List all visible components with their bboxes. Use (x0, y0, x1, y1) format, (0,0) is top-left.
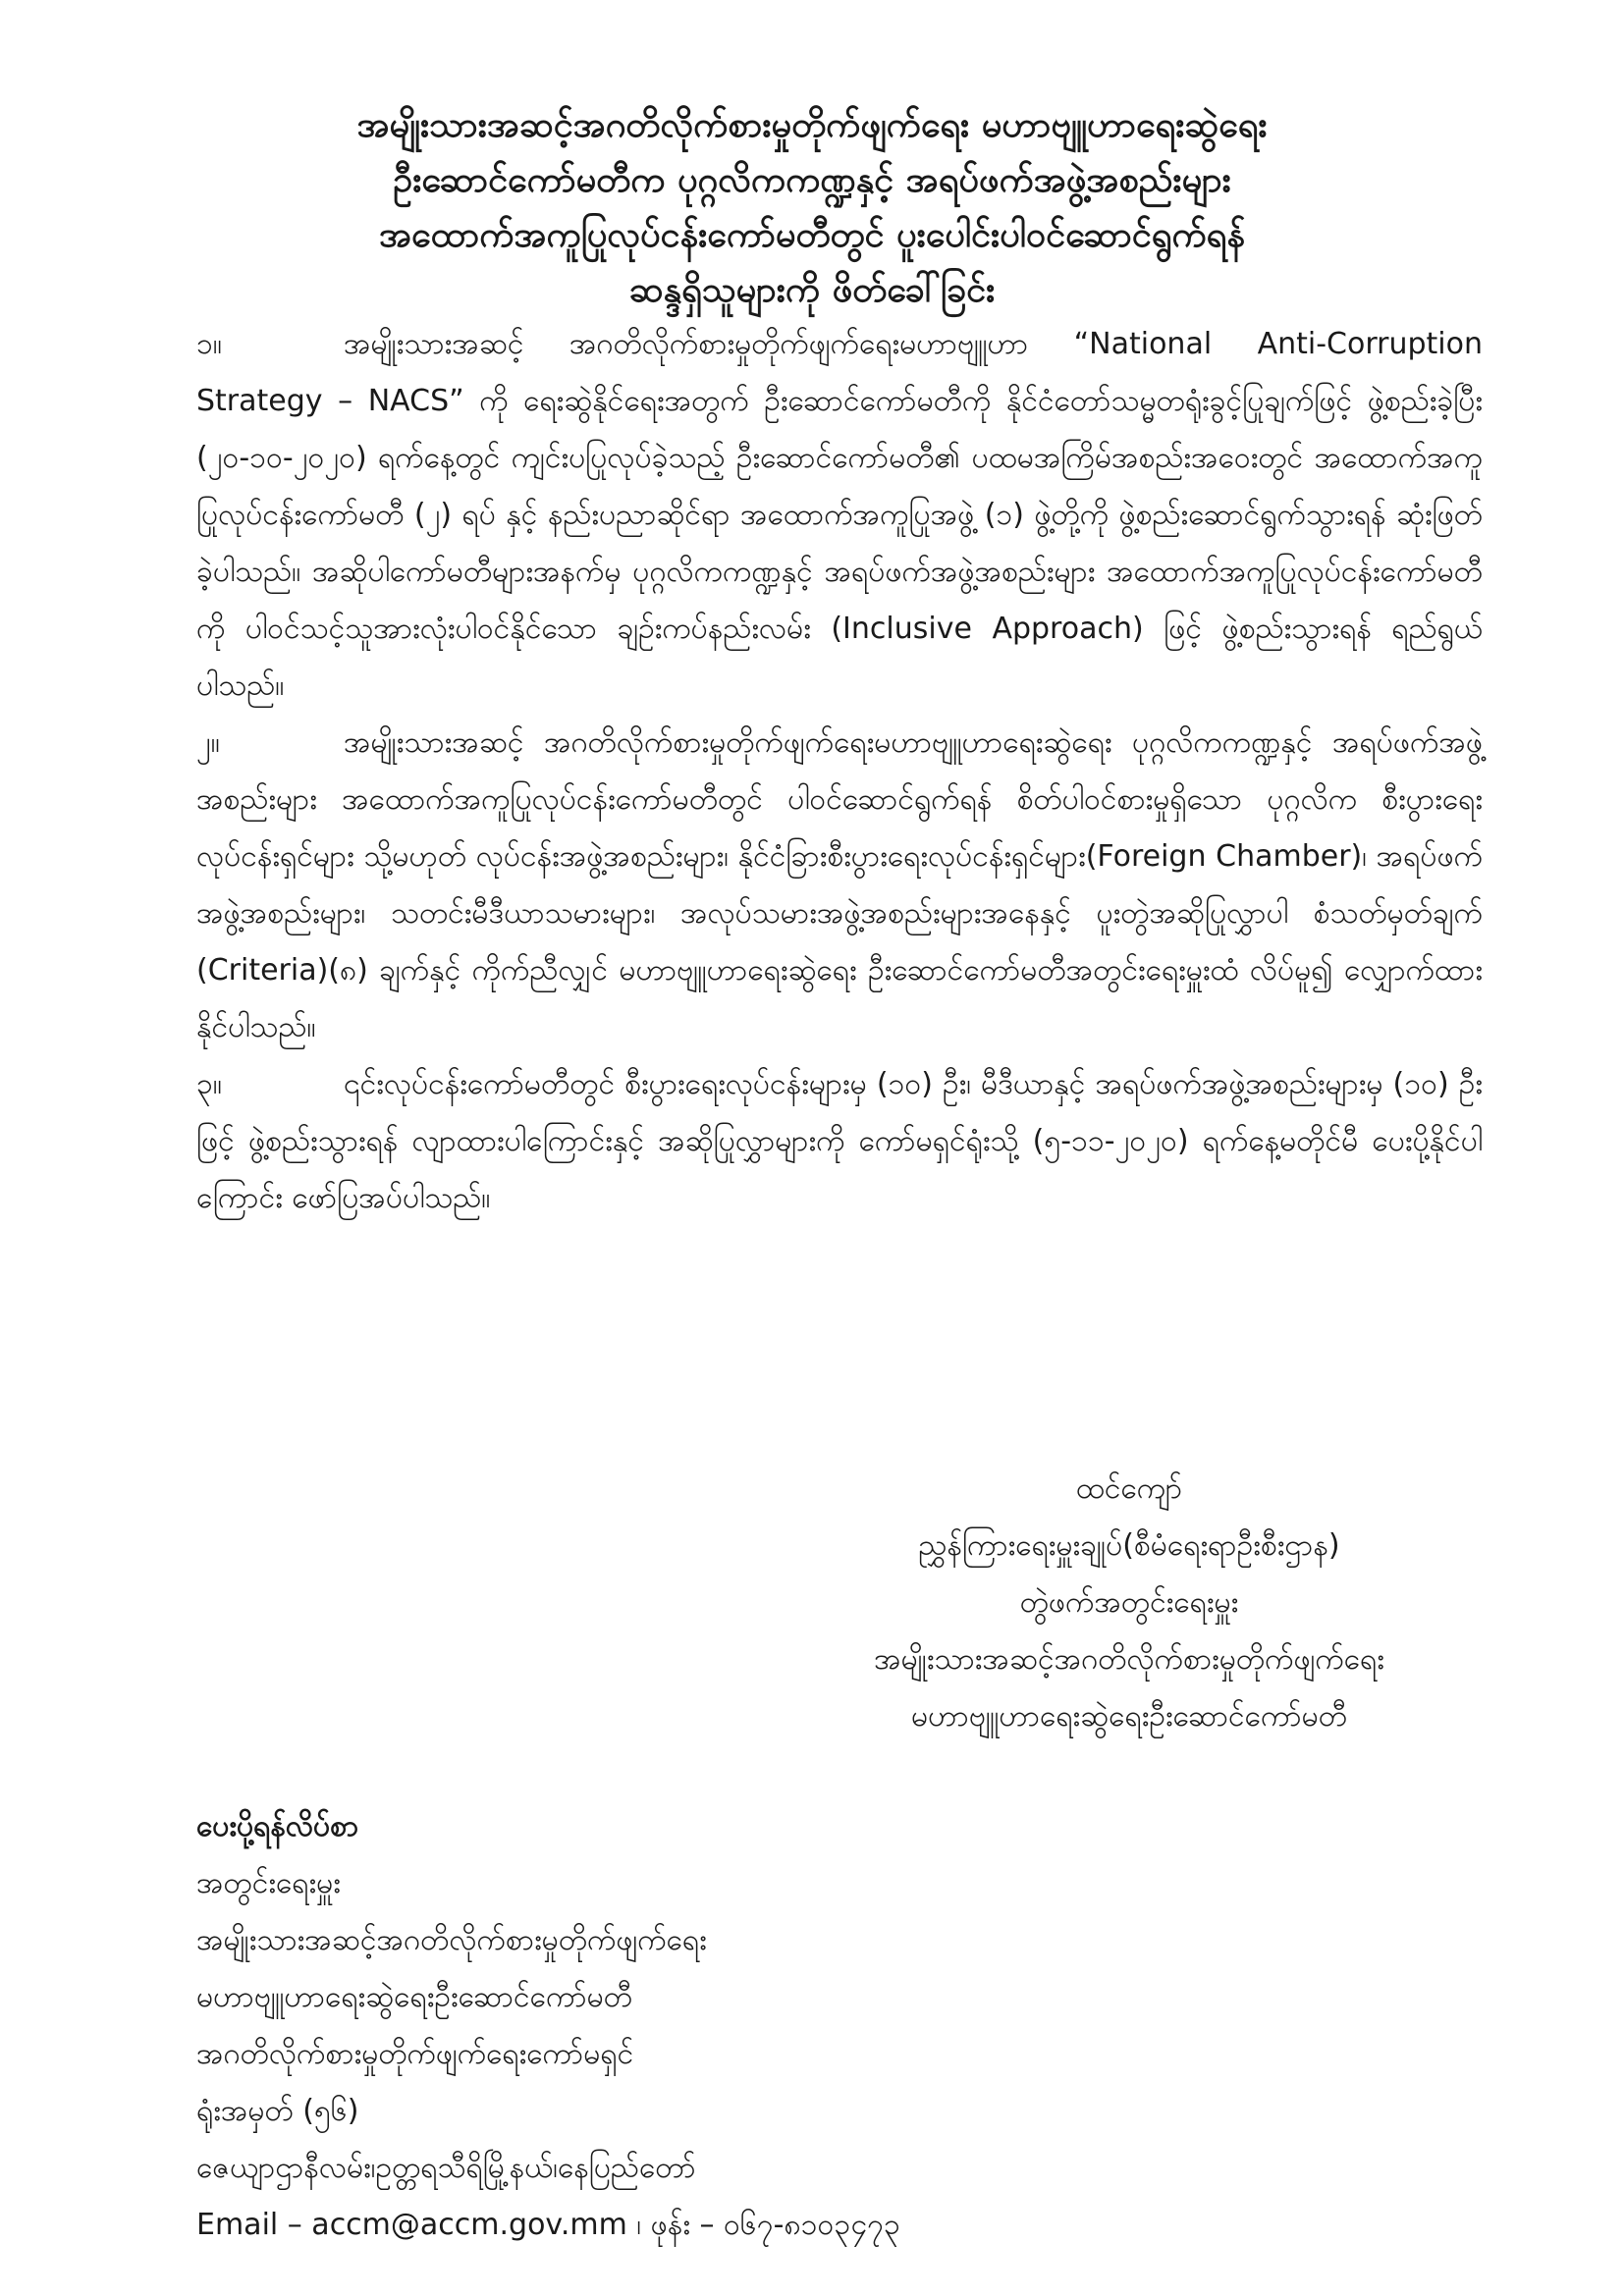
paragraph-text: အမျိုးသားအဆင့် အဂတိလိုက်စားမှုတိုက်ဖျက်ရေးမဟာဗျူဟာရေးဆွဲရေး ပုဂ္ဂလိကကဏ္ဍနှင့် အရပ်ဖက်အဖွဲ့အစည်းများ အထောက်အကူပြုလုပ်ငန်းကော်မတီတွင် ပါဝင်ဆောင်ရွက်ရန် စိတ်ပါဝင်စားမှုရှိသော ပုဂ္ဂလိက စီးပွားရေးလုပ်ငန်းရှင်များ သို့မဟုတ် လုပ်ငန်းအဖွဲ့အစည်းများ၊ နိုင်ငံခြားစီးပွားရေးလုပ်ငန်းရှင်များ(Foreign Chamber)၊ အရပ်ဖက်အဖွဲ့အစည်းများ၊ သတင်းမီဒီယာသမားများ၊ အလုပ်သမားအဖွဲ့အစည်းများအနေနှင့် ပူးတွဲအဆိုပြုလွှာပါ စံသတ်မှတ်ချက် (Criteria)(၈) ချက်နှင့် ကိုက်ညီလျှင် မဟာဗျူဟာရေးဆွဲရေး ဦးဆောင်ကော်မတီအတွင်းရေးမှူးထံ လိပ်မူ၍ လျှောက်ထားနိုင်ပါသည်။ (196, 725, 1483, 1044)
signatory-role: တွဲဖက်အတွင်းရေးမှူး (1019, 1585, 1239, 1620)
address-line: အမျိုးသားအဆင့်အဂတိလိုက်စားမှုတိုက်ဖျက်ရေး (196, 1923, 707, 1957)
paragraph-text: အမျိုးသားအဆင့် အဂတိလိုက်စားမှုတိုက်ဖျက်ရေးမဟာဗျူဟာ “National Anti-Corruption Strategy – NACS” ကို ရေးဆွဲနိုင်ရေးအတွက် ဦးဆောင်ကော်မတီကို နိုင်ငံတော်သမ္မတရုံးခွင့်ပြုချက်ဖြင့် ဖွဲ့စည်းခဲ့ပြီး (၂၀-၁၀-၂၀၂၀) ရက်နေ့တွင် ကျင်းပပြုလုပ်ခဲ့သည့် ဦးဆောင်ကော်မတီ၏ ပထမအကြိမ်အစည်းအဝေးတွင် အထောက်အကူပြုလုပ်ငန်းကော်မတီ (၂) ရပ် နှင့် နည်းပညာဆိုင်ရာ အထောက်အကူပြုအဖွဲ့ (၁) ဖွဲ့တို့ကို ဖွဲ့စည်းဆောင်ရွက်သွားရန် ဆုံးဖြတ်ခဲ့ပါသည်။ အဆိုပါကော်မတီများအနက်မှ ပုဂ္ဂလိကကဏ္ဍနှင့် အရပ်ဖက်အဖွဲ့အစည်းများ အထောက်အကူပြုလုပ်ငန်းကော်မတီကို ပါဝင်သင့်သူအားလုံးပါဝင်နိုင်သော ချဉ်းကပ်နည်းလမ်း (Inclusive Approach) ဖြင့် ဖွဲ့စည်းသွားရန် ရည်ရွယ်ပါသည်။ (196, 327, 1483, 703)
address-line: အတွင်းရေးမှူး (196, 1866, 341, 1900)
title-line-3: အထောက်အကူပြုလုပ်ငန်းကော်မတီတွင် ပူးပေါင်းပါဝင်ဆောင်ရွက်ရန် (379, 215, 1245, 255)
address-line: ရုံးအမှတ် (၅၆) (196, 2094, 359, 2128)
document-body (196, 316, 1483, 1227)
signature-block (805, 1461, 1453, 1745)
paragraph-number: ၁။ (196, 327, 222, 361)
title-line-2: ဦးဆောင်ကော်မတီက ပုဂ္ဂလိကကဏ္ဍနှင့် အရပ်ဖက်အဖွဲ့အစည်းများ (393, 160, 1231, 200)
signatory-name: ထင်ကျော် (1075, 1471, 1183, 1506)
document-title (196, 98, 1428, 318)
paragraph-1 (196, 316, 1483, 715)
paragraph-number: ၂။ (196, 725, 220, 760)
signatory-org-line-2: မဟာဗျူဟာရေးဆွဲရေးဦးဆောင်ကော်မတီ (911, 1699, 1347, 1734)
paragraph-2 (196, 715, 1483, 1056)
recipient-address (196, 1798, 900, 2254)
contact-line: Email – accm@accm.gov.mm ၊ ဖုန်း – ၀၆၇-၈၁၀၃၄၇၃ (196, 2208, 900, 2242)
paragraph-text: ၎င်းလုပ်ငန်းကော်မတီတွင် စီးပွားရေးလုပ်ငန်းများမှ (၁၀) ဦး၊ မီဒီယာနှင့် အရပ်ဖက်အဖွဲ့အစည်းများမှ (၁၀) ဦးဖြင့် ဖွဲ့စည်းသွားရန် လျာထားပါကြောင်းနှင့် အဆိုပြုလွှာများကို ကော်မရှင်ရုံးသို့ (၅-၁၁-၂၀၂၀) ရက်နေ့မတိုင်မီ ပေးပို့နိုင်ပါကြောင်း ဖော်ပြအပ်ပါသည်။ (196, 1067, 1483, 1215)
address-line: ဇေယျာဌာနီလမ်း၊ဥတ္တရသီရိမြို့နယ်၊နေပြည်တော် (196, 2151, 696, 2185)
title-line-1: အမျိုးသားအဆင့်အဂတိလိုက်စားမှုတိုက်ဖျက်ရေး မဟာဗျူဟာရေးဆွဲရေး (356, 105, 1268, 145)
address-line: အဂတိလိုက်စားမှုတိုက်ဖျက်ရေးကော်မရှင် (196, 2037, 634, 2071)
paragraph-number: ၃။ (196, 1067, 222, 1101)
signatory-org-line-1: အမျိုးသားအဆင့်အဂတိလိုက်စားမှုတိုက်ဖျက်ရေး (874, 1642, 1384, 1677)
address-line: မဟာဗျူဟာရေးဆွဲရေးဦးဆောင်ကော်မတီ (196, 1980, 632, 2014)
signatory-title: ညွှန်ကြားရေးမှူးချုပ်(စီမံရေးရာဦးစီးဌာန) (918, 1528, 1340, 1563)
title-line-4: ဆန္ဒရှိသူများကို ဖိတ်ခေါ်ခြင်း (628, 270, 996, 310)
recipient-heading: ပေးပို့ရန်လိပ်စာ (196, 1809, 359, 1843)
paragraph-3 (196, 1056, 1483, 1227)
